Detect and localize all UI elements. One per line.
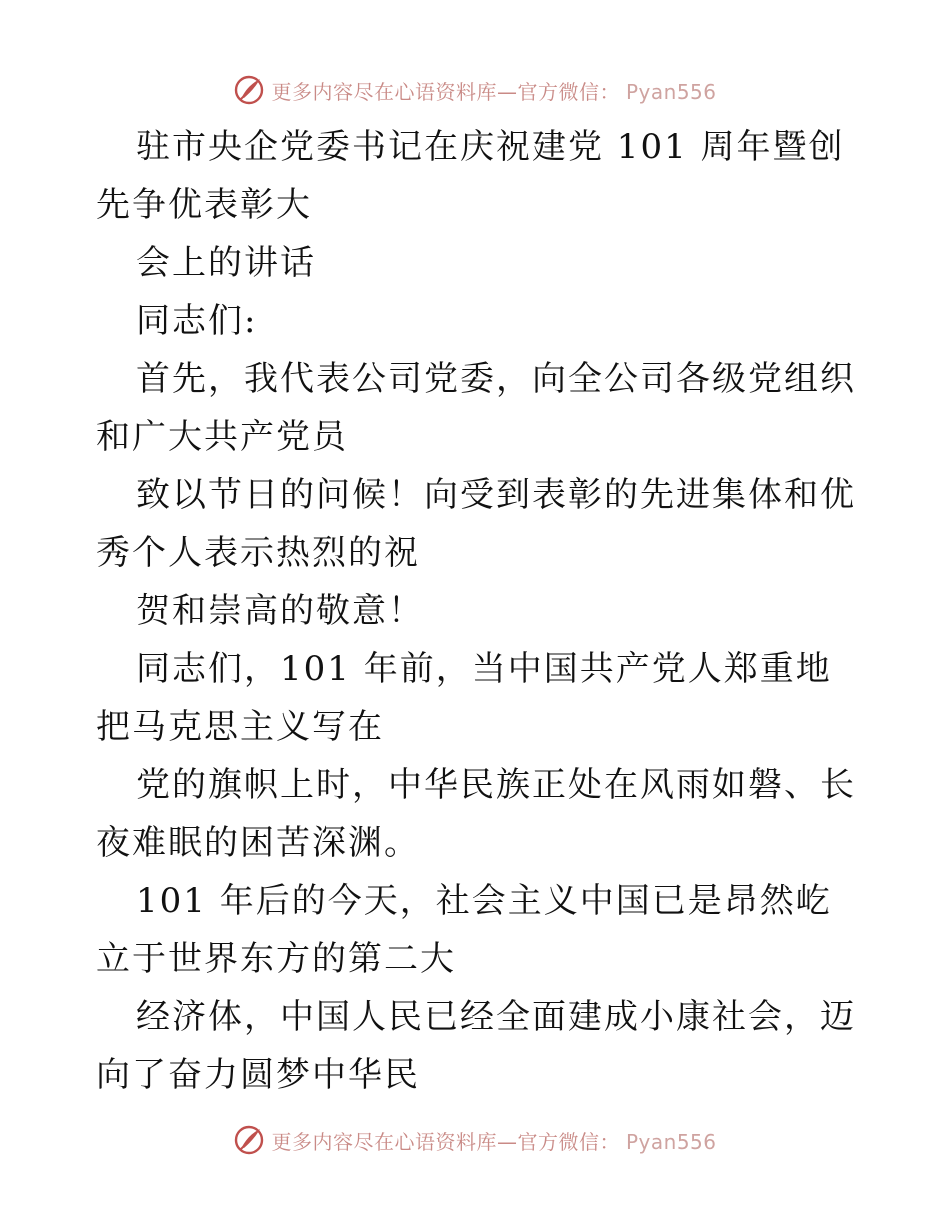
paragraph: 101 年后的今天，社会主义中国已是昂然屹立于世界东方的第二大: [96, 881, 832, 979]
banner-text: [271, 76, 716, 105]
paragraph: 致以节日的问候！向受到表彰的先进集体和优秀个人表示热烈的祝: [96, 475, 856, 573]
paragraph: 首先，我代表公司党委，向全公司各级党组织和广大共产党员: [96, 359, 856, 457]
paragraph-salutation: 同志们:: [136, 301, 258, 341]
paragraph: 同志们，101 年前，当中国共产党人郑重地把马克思主义写在: [96, 649, 832, 747]
paragraph: 贺和崇高的敬意！: [136, 591, 424, 631]
paragraph-title-line-2: 会上的讲话: [136, 243, 316, 283]
header-banner: [0, 70, 950, 110]
banner-wechat-id: Pyan556: [625, 79, 717, 104]
footer-banner: [0, 1120, 950, 1160]
banner-label: 更多内容尽在心语资料库—官方微信：: [271, 1129, 620, 1154]
document-body: [96, 118, 856, 1104]
banner-text: [271, 1126, 716, 1155]
paragraph-title-line: 驻市央企党委书记在庆祝建党 101 周年暨创先争优表彰大: [96, 127, 845, 225]
quill-pen-logo-icon: [233, 1124, 265, 1156]
banner-label: 更多内容尽在心语资料库—官方微信：: [271, 79, 620, 104]
paragraph: 党的旗帜上时，中华民族正处在风雨如磐、长夜难眠的困苦深渊。: [96, 765, 856, 863]
quill-pen-logo-icon: [233, 74, 265, 106]
paragraph: 经济体，中国人民已经全面建成小康社会，迈向了奋力圆梦中华民: [96, 997, 856, 1095]
banner-wechat-id: Pyan556: [625, 1129, 717, 1154]
